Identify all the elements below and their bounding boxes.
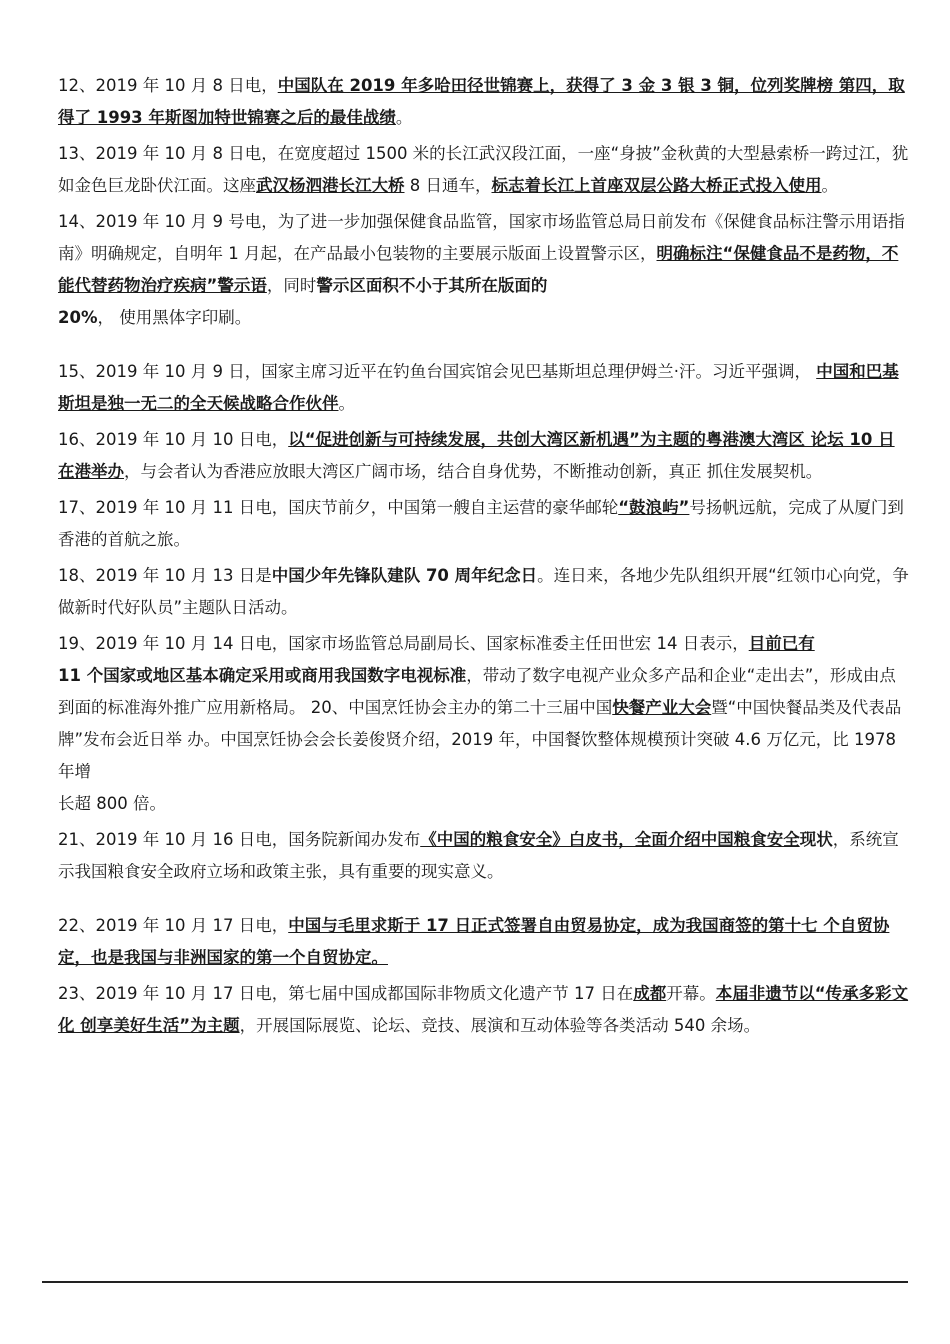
item-highlight: 中国与毛里求斯于 17 日正式签署自由贸易协定，成为我国商签的第十七 个自贸协定，也是我国与非洲国家的第一个自贸协定。: [58, 916, 890, 967]
item-text: 16、2019 年 10 月 10 日电，: [58, 430, 289, 449]
item-highlight: 目前已有: [748, 634, 815, 653]
item-text: 暨“中国快餐品类及代表品牌”发布会近日举 办。中国烹饪协会会长姜俊贤介绍，2019 年，中国餐饮整体规模预计突破 4.6 万亿元，比 1978 年增: [58, 698, 902, 781]
item-text: 17、2019 年 10 月 11 日电，国庆节前夕，中国第一艘自主运营的豪华邮轮: [58, 498, 619, 517]
item-bold: 11 个国家或地区基本确定采用或商用我国数字电视标准: [58, 666, 467, 685]
item-text: 22、2019 年 10 月 17 日电，: [58, 916, 289, 935]
news-item-16: [58, 424, 910, 488]
item-highlight: 标志着长江上首座双层公路大桥正式投入使用: [491, 176, 822, 195]
item-highlight: 中国和巴基斯坦是独一无二的全天候战略合作伙伴: [58, 362, 899, 413]
item-text: 18、2019 年 10 月 13 日是: [58, 566, 272, 585]
item-highlight: 中国队在 2019 年多哈田径世锦赛上，获得了 3 金 3 银 3 铜，位列奖牌榜 第四，取得了 1993 年斯图加特世锦赛之后的最佳战绩: [58, 76, 905, 127]
item-text: ，开展国际展览、论坛、竞技、展演和互动体验等各类活动 540 余场。: [239, 1016, 761, 1035]
item-text: ，与会者认为香港应放眼大湾区广阔市场，结合自身优势，不断推动创新，真正 抓住发展契机。: [124, 462, 823, 481]
item-text: 。连日来，各地少先队组织开展“红领巾心向党，争做新时代好队员”主题队日活动。: [58, 566, 909, 617]
item-text: 19、2019 年 10 月 14 日电，国家市场监管总局副局长、国家标准委主任田世宏 14 日表示，: [58, 634, 749, 653]
item-text: 12、2019 年 10 月 8 日电，: [58, 76, 278, 95]
news-item-13: [58, 138, 910, 202]
item-text: ，带动了数字电视产业众多产品和企业“走出去”，形成由点到面的标准海外推广应用新格局。 20、中国烹饪协会主办的第二十三届中国: [58, 666, 896, 717]
news-item-18: [58, 560, 910, 624]
item-bold: 警示区面积不小于其所在版面的: [316, 276, 548, 295]
item-text: ，系统宣示我国粮食安全政府立场和政策主张，具有重要的现实意义。: [58, 830, 899, 881]
item-text: 。: [821, 176, 838, 195]
item-text: 。: [338, 394, 355, 413]
item-text: 14、2019 年 10 月 9 号电，为了进一步加强保健食品监管，国家市场监管总局日前发布《保健食品标注警示用语指南》明确规定，自明年 1 月起，在产品最小包装物的主要展示版面上设置警示区，: [58, 212, 905, 263]
item-text: 长超 800 倍。: [58, 794, 166, 813]
item-highlight: 明确标注“保健食品不是药物，不能代替药物治疗疾病”警示语: [58, 244, 899, 295]
item-highlight: 快餐产业大会: [612, 698, 712, 717]
item-highlight: 本届非遗节以“传承多彩文化 创享美好生活”为主题: [58, 984, 909, 1035]
news-item-14: [58, 206, 910, 334]
item-text: 8 日通车，: [404, 176, 492, 195]
item-bold: 20%: [58, 308, 98, 327]
news-item-17: [58, 492, 910, 556]
item-bold: 中国少年先锋队建队 70 周年纪念日: [271, 566, 538, 585]
item-text: 开幕。: [666, 984, 716, 1003]
item-bold: 现状: [799, 830, 833, 849]
item-highlight: 成都: [633, 984, 667, 1003]
item-highlight: 以“促进创新与可持续发展，共创大湾区新机遇”为主题的粤港澳大湾区 论坛 10 日在港举办: [58, 430, 895, 481]
item-highlight: 《中国的粮食安全》白皮书，全面介绍中国粮食安全: [420, 830, 800, 849]
news-item-15: [58, 356, 910, 420]
item-text: ，同时: [266, 276, 317, 295]
item-text: 。: [395, 108, 413, 127]
item-text: 15、2019 年 10 月 9 日，国家主席习近平在钓鱼台国宾馆会见巴基斯坦总理伊姆兰·汗。习近平强调，: [58, 362, 817, 381]
news-item-23: [58, 978, 910, 1042]
news-item-22: [58, 910, 910, 974]
footer-divider: [42, 1281, 908, 1283]
document-body: [58, 70, 910, 1046]
item-text: 23、2019 年 10 月 17 日电，第七届中国成都国际非物质文化遗产节 17 日在: [58, 984, 634, 1003]
item-highlight: 武汉杨泗港长江大桥: [256, 176, 405, 195]
item-text: 13、2019 年 10 月 8 日电，在宽度超过 1500 米的长江武汉段江面，一座“身披”金秋黄的大型悬索桥一跨过江，犹如金色巨龙卧伏江面。这座: [58, 144, 909, 195]
news-item-21: [58, 824, 910, 888]
item-text: 21、2019 年 10 月 16 日电，国务院新闻办发布: [58, 830, 421, 849]
news-item-19: [58, 628, 910, 820]
item-highlight: “鼓浪屿”: [618, 498, 690, 517]
news-item-12: [58, 70, 910, 134]
item-text: ， 使用黑体字印刷。: [97, 308, 252, 327]
item-text: 号扬帆远航，完成了从厦门到香港的首航之旅。: [58, 498, 904, 549]
